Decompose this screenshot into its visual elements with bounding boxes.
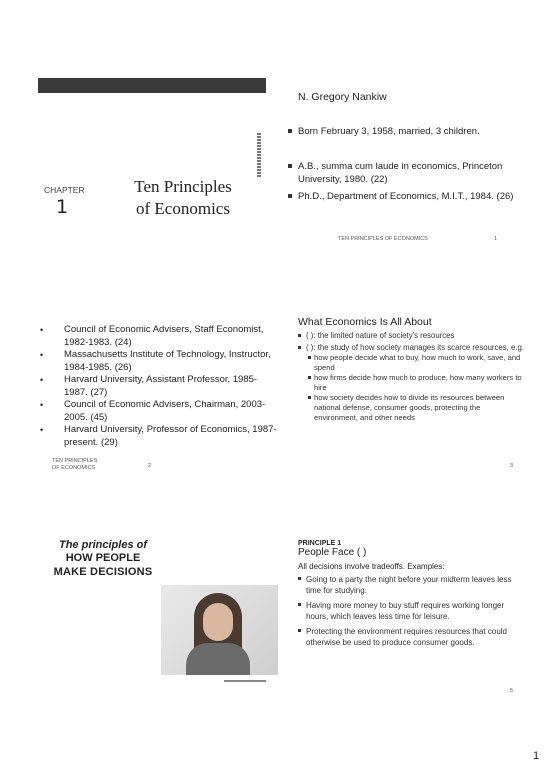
chapter-number: 1 (56, 196, 69, 218)
footer-line-2: OF ECONOMICS (52, 464, 96, 471)
page-number: 1 (533, 750, 540, 762)
thinking-woman-photo (161, 585, 278, 675)
slide-heading: What Economics Is All About (298, 316, 432, 328)
vertical-credit (257, 133, 261, 178)
slide-section (38, 530, 278, 710)
list-item-text: ( ): the study of how society manages its scarce resources, e.g. (306, 343, 524, 352)
intro-text: All decisions involve tradeoffs. Examples: (298, 562, 445, 571)
slide-number: 1 (494, 236, 498, 242)
title-line-2: of Economics (136, 199, 230, 218)
section-line-3: MAKE DECISIONS (53, 566, 153, 578)
slide-author (284, 78, 524, 258)
sub-list (306, 353, 524, 423)
list-item: Born February 3, 1958, married, 3 children. (284, 125, 524, 138)
photo-credit (224, 680, 266, 682)
education-list (284, 160, 524, 207)
sub-item: how society decides how to divide its resources between national defense, consumer goods, protecting the environment, and other needs (306, 393, 524, 423)
footer-line-1: TEN PRINCIPLES (52, 458, 98, 464)
principle-label: PRINCIPLE 1 (298, 540, 342, 547)
definition-list (284, 331, 524, 425)
list-item (284, 343, 524, 423)
list-item: A.B., summa cum laude in economics, Princeton University, 1980. (22) (284, 160, 524, 186)
list-item: • Harvard University, Assistant Professor, 1985-1987. (27) (38, 374, 278, 399)
examples-list (284, 574, 524, 652)
bio-list (284, 125, 524, 142)
list-item: • Massachusetts Institute of Technology, Instructor, 1984-1985. (26) (38, 349, 278, 374)
section-line-1: The principles of (58, 539, 147, 551)
list-item: • Harvard University, Professor of Economics, 1987-present. (29) (38, 424, 278, 449)
list-item: Having more money to buy stuff requires working longer hours, which leaves less time for leisure. (284, 600, 524, 622)
sub-item: how firms decide how much to produce, how many workers to hire (306, 373, 524, 393)
title-bar (38, 78, 266, 93)
slide-title (38, 78, 278, 258)
author-name: N. Gregory Nankiw (298, 91, 387, 103)
slide-footer: TEN PRINCIPLES OF ECONOMICS (338, 236, 428, 242)
section-line-2: HOW PEOPLE (65, 552, 141, 564)
slide-number: 3 (510, 463, 514, 469)
career-list (38, 324, 278, 449)
slide-principle-1 (284, 530, 524, 710)
list-item: ( ): the limited nature of society's resources (284, 331, 524, 341)
slide-footer (52, 458, 97, 471)
title-line-1: Ten Principles (134, 177, 232, 196)
list-item: • Council of Economic Advisers, Staff Economist, 1982-1983. (24) (38, 324, 278, 349)
list-item: Protecting the environment requires resources that could otherwise be used to produce consumer goods. (284, 626, 524, 648)
slide-heading: People Face ( ) (298, 547, 367, 558)
slide-career (38, 305, 278, 485)
slide-number: 2 (148, 463, 152, 469)
slide-economics (284, 305, 524, 485)
sub-item: how people decide what to buy, how much to work, save, and spend (306, 353, 524, 373)
chapter-label: CHAPTER (44, 185, 85, 195)
list-item: • Council of Economic Advisers, Chairman, 2003-2005. (45) (38, 399, 278, 424)
list-item: Going to a party the night before your midterm leaves less time for studying. (284, 574, 524, 596)
list-item: Ph.D., Department of Economics, M.I.T., 1984. (26) (284, 190, 524, 203)
slide-number: 5 (510, 688, 514, 694)
slide-title-text (113, 176, 253, 220)
